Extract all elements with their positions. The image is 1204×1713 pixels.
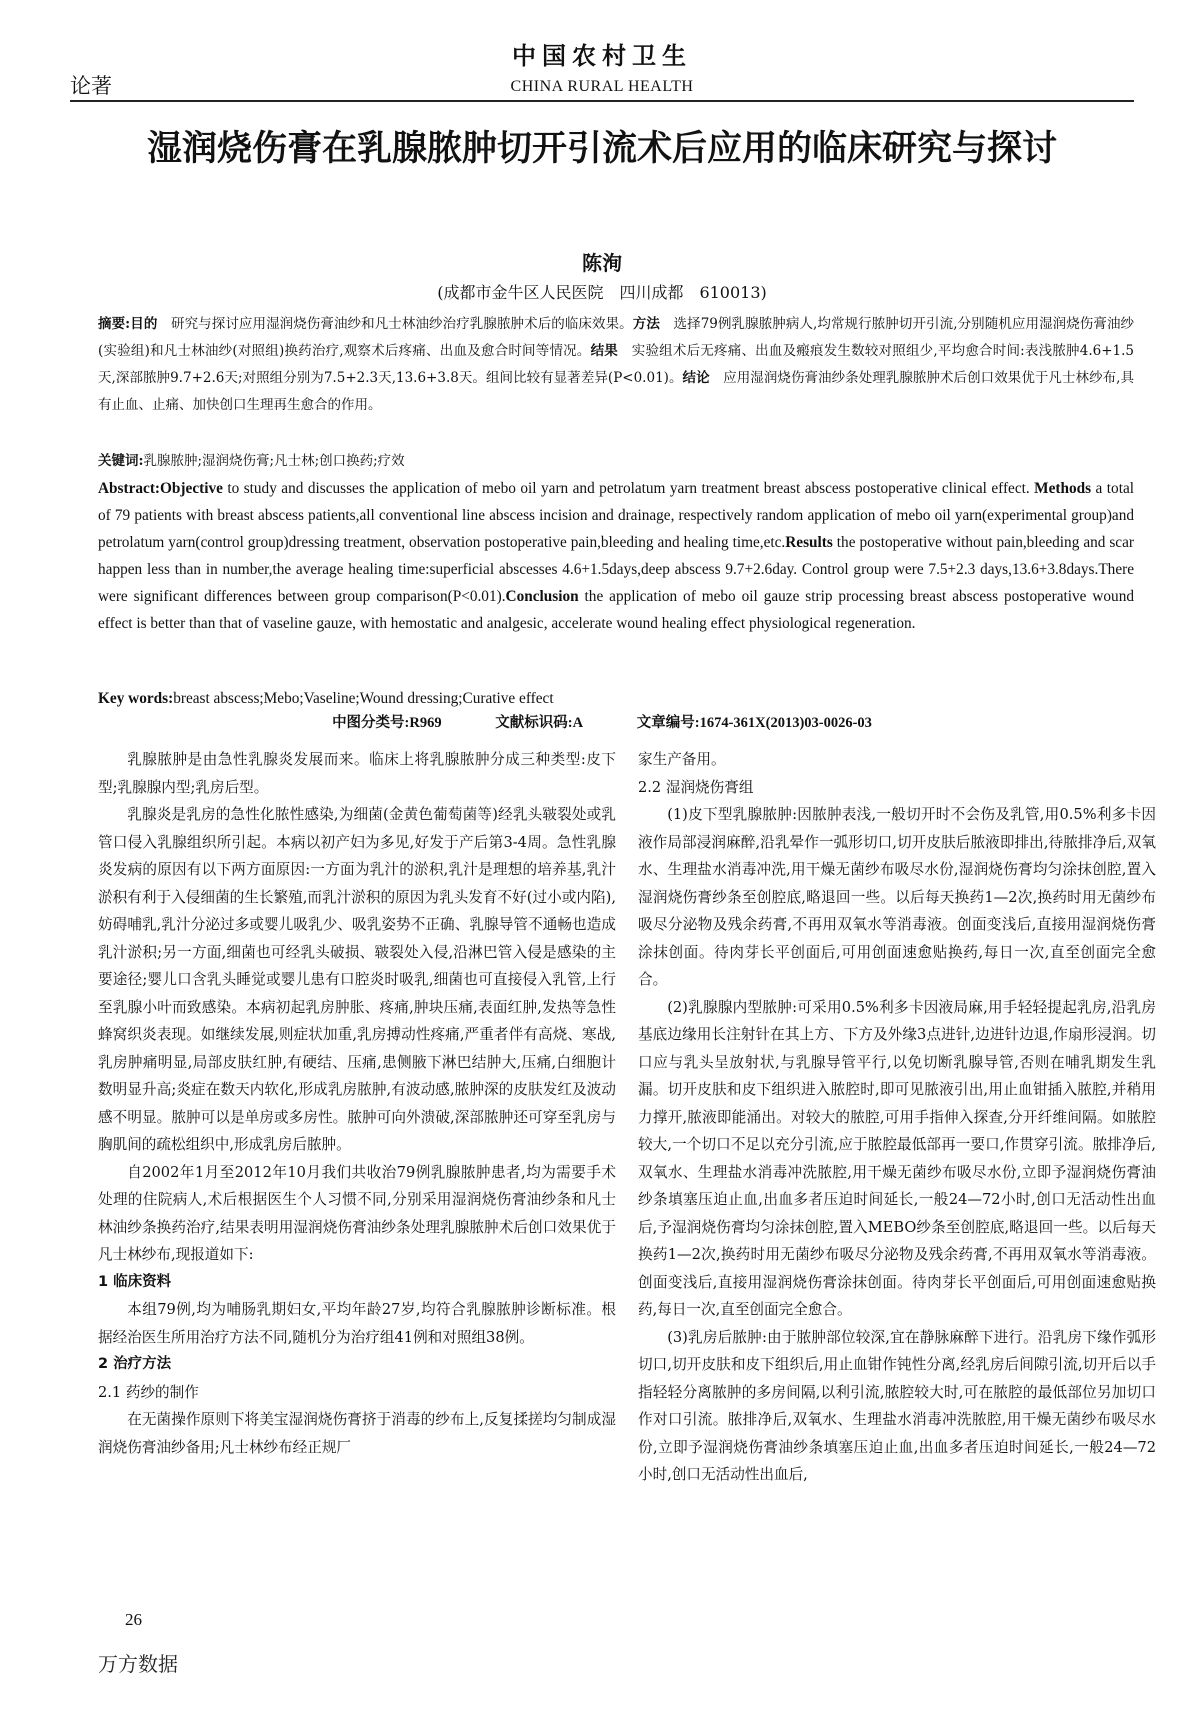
document-code: 文献标识码:A bbox=[495, 715, 584, 731]
body-column-right bbox=[638, 746, 1156, 1489]
results-en: the postoperative without pain,bleeding and scar happen less than in number,the average healing time:superficial abscesses 4.6+1.5days,deep abscess 9.7+2.6day. Control group were 7.5+2.3 days,13.6+3.8days.There were significant differences between group comparison(P<0.01). bbox=[98, 534, 1134, 605]
conclusion-cn: 应用湿润烧伤膏油纱条处理乳腺脓肿术后创口效果优于凡士林纱布,具有止血、止痛、加快创口生理再生愈合的作用。 bbox=[98, 370, 1135, 413]
abstract-cn-label: 摘要: bbox=[98, 316, 131, 332]
section-heading: 1 临床资料 bbox=[98, 1273, 172, 1290]
article-number: 文章编号:1674-361X(2013)03-0026-03 bbox=[636, 715, 872, 731]
paragraph: (2)乳腺腺内型脓肿:可采用0.5%利多卡因液局麻,用手轻轻提起乳房,沿乳房基底边缘用长注射针在其上方、下方及外缘3点进针,边进针边退,作扇形浸润。切口应与乳头呈放射状,与乳腺导管平行,以免切断乳腺导管,否则在哺乳期发生乳漏。切开皮肤和皮下组织进入脓腔时,即可见脓液引出,用止血钳插入脓腔,并稍用力撑开,脓液即能涌出。对较大的脓腔,可用手指伸入探查,分开纤维间隔。如脓腔较大,一个切口不足以充分引流,应于脓腔最低部再一要口,作贯穿引流。脓排净后,双氧水、生理盐水消毒冲洗脓腔,用干燥无菌纱布吸尽水份,立即予湿润烧伤膏油纱条填塞压迫止血,出血多者压迫时间延长,一般24—72小时,创口无活动性出血后,予湿润烧伤膏均匀涂抹创腔,置入MEBO纱条至创腔底,略退回一些。以后每天换药1—2次,换药时用无菌纱布吸尽分泌物及残余药膏,不再用双氧水等消毒液。创面变浅后,直接用湿润烧伤膏涂抹创面。待肉芽长平创面后,可用创面速愈贴换药,每日一次,直至创面完全愈合。 bbox=[638, 998, 1156, 1318]
methods-label-cn: 方法 bbox=[632, 316, 660, 332]
conclusion-label-cn: 结论 bbox=[682, 370, 710, 386]
objective-cn: 研究与探讨应用湿润烧伤膏油纱和凡士林油纱治疗乳腺脓肿术后的临床效果。 bbox=[171, 316, 633, 332]
methods-cn: 选择79例乳腺脓肿病人,均常规行脓肿切开引流,分别随机应用湿润烧伤膏油纱(实验组)和凡士林油纱(对照组)换药治疗,观察术后疼痛、出血及愈合时间等情况。 bbox=[98, 316, 1135, 359]
header-rule bbox=[70, 100, 1134, 102]
methods-en: a total of 79 patients with breast abscess patients,all conventional line abscess incision and drainage, respectively random application of mebo oil yarn(experimental group)and petrolatum yarn(control group)dressing treatment, observation postoperative pain,bleeding and healing time,etc. bbox=[98, 480, 1134, 551]
paragraph: (3)乳房后脓肿:由于脓肿部位较深,宜在静脉麻醉下进行。沿乳房下缘作弧形切口,切开皮肤和皮下组织后,用止血钳作钝性分离,经乳房后间隙引流,切开后以手指轻轻分离脓肿的多房间隔,以利引流,脓腔较大时,可在脓腔的最低部位另加切口作对口引流。脓排净后,双氧水、生理盐水消毒冲洗脓腔,用干燥无菌纱布吸尽水份,立即予湿润烧伤膏油纱条填塞压迫止血,出血多者压迫时间延长,一般24—72小时,创口无活动性出血后, bbox=[638, 1328, 1156, 1483]
paragraph: 本组79例,均为哺肠乳期妇女,平均年龄27岁,均符合乳腺脓肿诊断标准。根据经治医生所用治疗方法不同,随机分为治疗组41例和对照组38例。 bbox=[98, 1301, 616, 1346]
abstract-en-label: Abstract: bbox=[98, 480, 161, 497]
watermark: 万方数据 bbox=[98, 1652, 178, 1676]
author: 陈洵 bbox=[582, 251, 622, 275]
keywords-en-text: breast abscess;Mebo;Vaseline;Wound dressing;Curative effect bbox=[173, 690, 554, 707]
clc-number: 中图分类号:R969 bbox=[332, 715, 442, 731]
classification-line bbox=[0, 711, 1204, 732]
section-label: 论著 bbox=[70, 74, 112, 98]
affiliation: (成都市金牛区人民医院 四川成都 610013) bbox=[437, 283, 767, 302]
objective-label-en: Objective bbox=[160, 480, 223, 497]
subsection-heading: 2.2 湿润烧伤膏组 bbox=[638, 778, 754, 796]
keywords-cn bbox=[98, 448, 1134, 475]
conclusion-label-en: Conclusion bbox=[505, 588, 579, 605]
page-number: 26 bbox=[125, 1610, 142, 1629]
keywords-cn-text: 乳腺脓肿;湿润烧伤膏;凡士林;创口换药;疗效 bbox=[143, 453, 405, 469]
paragraph: 在无菌操作原则下将美宝湿润烧伤膏挤于消毒的纱布上,反复揉搓均匀制成湿润烧伤膏油纱备用;凡士林纱布经正规厂 bbox=[98, 1411, 616, 1456]
abstract-en bbox=[98, 475, 1134, 637]
conclusion-en: the application of mebo oil gauze strip processing breast abscess postoperative wound effect is better than that of vaseline gauze, with hemostatic and analgesic, accelerate wound healing effect physiological regeneration. bbox=[98, 588, 1134, 632]
paragraph: 自2002年1月至2012年10月我们共收治79例乳腺脓肿患者,均为需要手术处理的住院病人,术后根据医生个人习惯不同,分别采用湿润烧伤膏油纱条和凡士林油纱条换药治疗,结果表明用湿润烧伤膏油纱条处理乳腺脓肿术后创口效果优于凡士林纱布,现报道如下: bbox=[98, 1163, 616, 1263]
paragraph: (1)皮下型乳腺脓肿:因脓肿表浅,一般切开时不会伤及乳管,用0.5%利多卡因液作局部浸润麻醉,沿乳晕作一弧形切口,切开皮肤后脓液即排出,待脓排净后,双氧水、生理盐水消毒冲洗,用干燥无菌纱布吸尽水份,湿润烧伤膏均匀涂抹创腔,置入湿润烧伤膏纱条至创腔底,略退回一些。以后每天换药1—2次,换药时用无菌纱布吸尽分泌物及残余药膏,不再用双氧水等消毒液。创面变浅后,直接用湿润烧伤膏涂抹创面。待肉芽长平创面后,可用创面速愈贴换药,每日一次,直至创面完全愈合。 bbox=[638, 806, 1156, 988]
abstract-cn bbox=[98, 311, 1134, 419]
methods-label-en: Methods bbox=[1034, 480, 1092, 497]
journal-name-en: CHINA RURAL HEALTH bbox=[510, 78, 694, 95]
objective-en: to study and discusses the application of mebo oil yarn and petrolatum yarn treatment breast abscess postoperative clinical effect. bbox=[222, 480, 1035, 497]
journal-name-cn: 中国农村卫生 bbox=[512, 41, 692, 70]
keywords-en-label: Key words: bbox=[98, 690, 174, 707]
paragraph: 家生产备用。 bbox=[638, 751, 726, 768]
subsection-heading: 2.1 药纱的制作 bbox=[98, 1383, 199, 1401]
article-title: 湿润烧伤膏在乳腺脓肿切开引流术后应用的临床研究与探讨 bbox=[146, 129, 1057, 169]
results-label-cn: 结果 bbox=[590, 343, 619, 359]
keywords-cn-label: 关键词: bbox=[98, 453, 144, 469]
body-column-left bbox=[98, 746, 616, 1461]
section-heading: 2 治疗方法 bbox=[98, 1356, 172, 1372]
results-cn: 实验组术后无疼痛、出血及瘢痕发生数较对照组少,平均愈合时间:表浅脓肿4.6+1.5天,深部脓肿9.7+2.6天;对照组分别为7.5+2.3天,13.6+3.8天。组间比较有显著差异(P<0.01)。 bbox=[98, 343, 1135, 386]
keywords-en bbox=[98, 685, 1134, 712]
results-label-en: Results bbox=[785, 534, 833, 551]
paragraph: 乳腺脓肿是由急性乳腺炎发展而来。临床上将乳腺脓肿分成三种类型:皮下型;乳腺腺内型;乳房后型。 bbox=[98, 751, 616, 796]
objective-label-cn: 目的 bbox=[130, 316, 158, 332]
paragraph: 乳腺炎是乳房的急性化脓性感染,为细菌(金黄色葡萄菌等)经乳头皲裂处或乳管口侵入乳腺组织所引起。本病以初产妇为多见,好发于产后第3-4周。急性乳腺炎发病的原因有以下两方面原因:一方面为乳汁的淤积,乳汁是理想的培养基,乳汁淤积有利于入侵细菌的生长繁殖,而乳汁淤积的原因为乳头发育不好(过小或内陷),妨碍哺乳,乳汁分泌过多或婴儿吸乳少、吸乳姿势不正确、乳腺导管不通畅也造成乳汁淤积;另一方面,细菌也可经乳头破损、皲裂处入侵,沿淋巴管入侵是感染的主要途径;婴儿口含乳头睡觉或婴儿患有口腔炎时吸乳,细菌也可直接侵入乳管,上行至乳腺小叶而致感染。本病初起乳房肿胀、疼痛,肿块压痛,表面红肿,发热等急性蜂窝织炎表现。如继续发展,则症状加重,乳房搏动性疼痛,严重者伴有高烧、寒战,乳房肿痛明显,局部皮肤红肿,有硬结、压痛,患侧腋下淋巴结肿大,压痛,白细胞计数明显升高;炎症在数天内软化,形成乳房脓肿,有波动感,脓肿深的皮肤发红及波动感不明显。脓肿可以是单房或多房性。脓肿可向外溃破,深部脓肿还可穿至乳房与胸肌间的疏松组织中,形成乳房后脓肿。 bbox=[98, 806, 616, 1153]
